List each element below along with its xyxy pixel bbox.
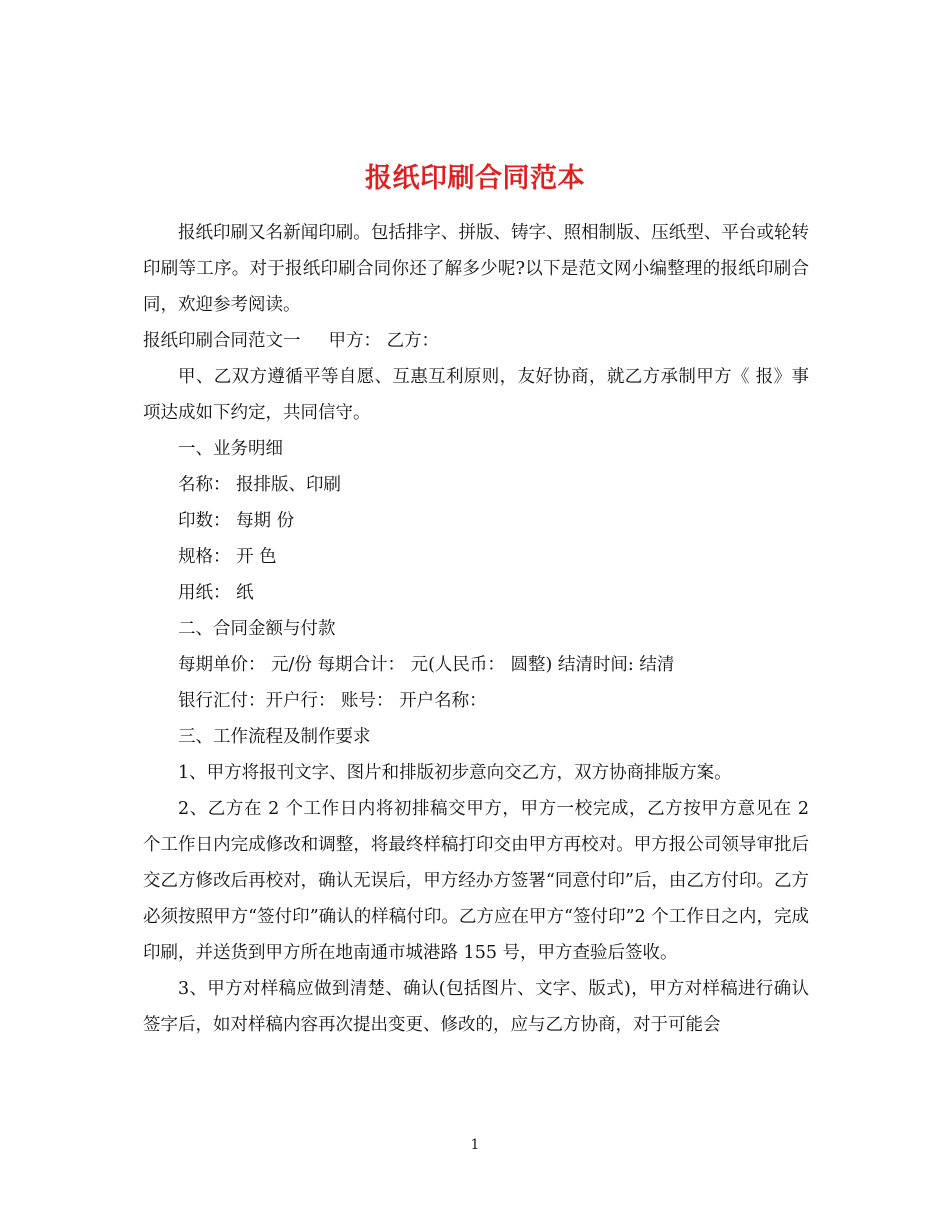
intro-paragraph: 报纸印刷又名新闻印刷。包括排字、拼版、铸字、照相制版、压纸型、平台或轮转印刷等工序。对于报纸印刷合同你还了解多少呢?以下是范文网小编整理的报纸印刷合同，欢迎参考阅读。 xyxy=(143,223,809,315)
agreement-paragraph: 甲、乙双方遵循平等自愿、互惠互利原则，友好协商，就乙方承制甲方《 报》事项达成如下约定，共同信守。 xyxy=(143,367,809,423)
print-count-line: 印数： 每期 份 xyxy=(178,511,295,531)
price-line: 每期单价： 元/份 每期合计： 元(人民币： 圆整) 结清时间: 结清 xyxy=(178,655,675,675)
sample-heading: 报纸印刷合同范文一 xyxy=(143,331,301,351)
workflow-item-3: 3、甲方对样稿应做到清楚、确认(包括图片、文字、版式)，甲方对样稿进行确认签字后，如对样稿内容再次提出变更、修改的，应与乙方协商，对于可能会 xyxy=(143,979,809,1035)
document-title: 报纸印刷合同范本 xyxy=(365,163,585,195)
paper-line: 用纸： 纸 xyxy=(178,583,254,603)
workflow-item-1: 1、甲方将报刊文字、图片和排版初步意向交乙方，双方协商排版方案。 xyxy=(178,763,732,783)
document-body xyxy=(143,215,809,1043)
section-heading-business-details: 一、业务明细 xyxy=(178,439,283,459)
business-name-line: 名称： 报排版、印刷 xyxy=(178,475,342,495)
page-number: 1 xyxy=(470,1137,480,1153)
section-heading-workflow: 三、工作流程及制作要求 xyxy=(178,727,371,747)
section-heading-payment: 二、合同金额与付款 xyxy=(178,619,336,639)
workflow-item-2: 2、乙方在 2 个工作日内将初排稿交甲方，甲方一校完成，乙方按甲方意见在 2 个工作日内完成修改和调整，将最终样稿打印交由甲方再校对。甲方报公司领导审批后交乙方修改后再校对，确认无误后，甲方经办方签署“同意付印”后，由乙方付印。乙方必须按照甲方“签付印”确认的样稿付印。乙方应在甲方“签付印”2 个工作日之内，完成印刷，并送货到甲方所在地南通市城港路 155 号，甲方查验后签收。 xyxy=(143,799,809,963)
parties-label: 甲方： 乙方： xyxy=(328,331,440,351)
sample-heading-line xyxy=(143,323,809,359)
specification-line: 规格： 开 色 xyxy=(178,547,277,567)
bank-line: 银行汇付：开户行： 账号： 开户名称： xyxy=(178,691,487,711)
